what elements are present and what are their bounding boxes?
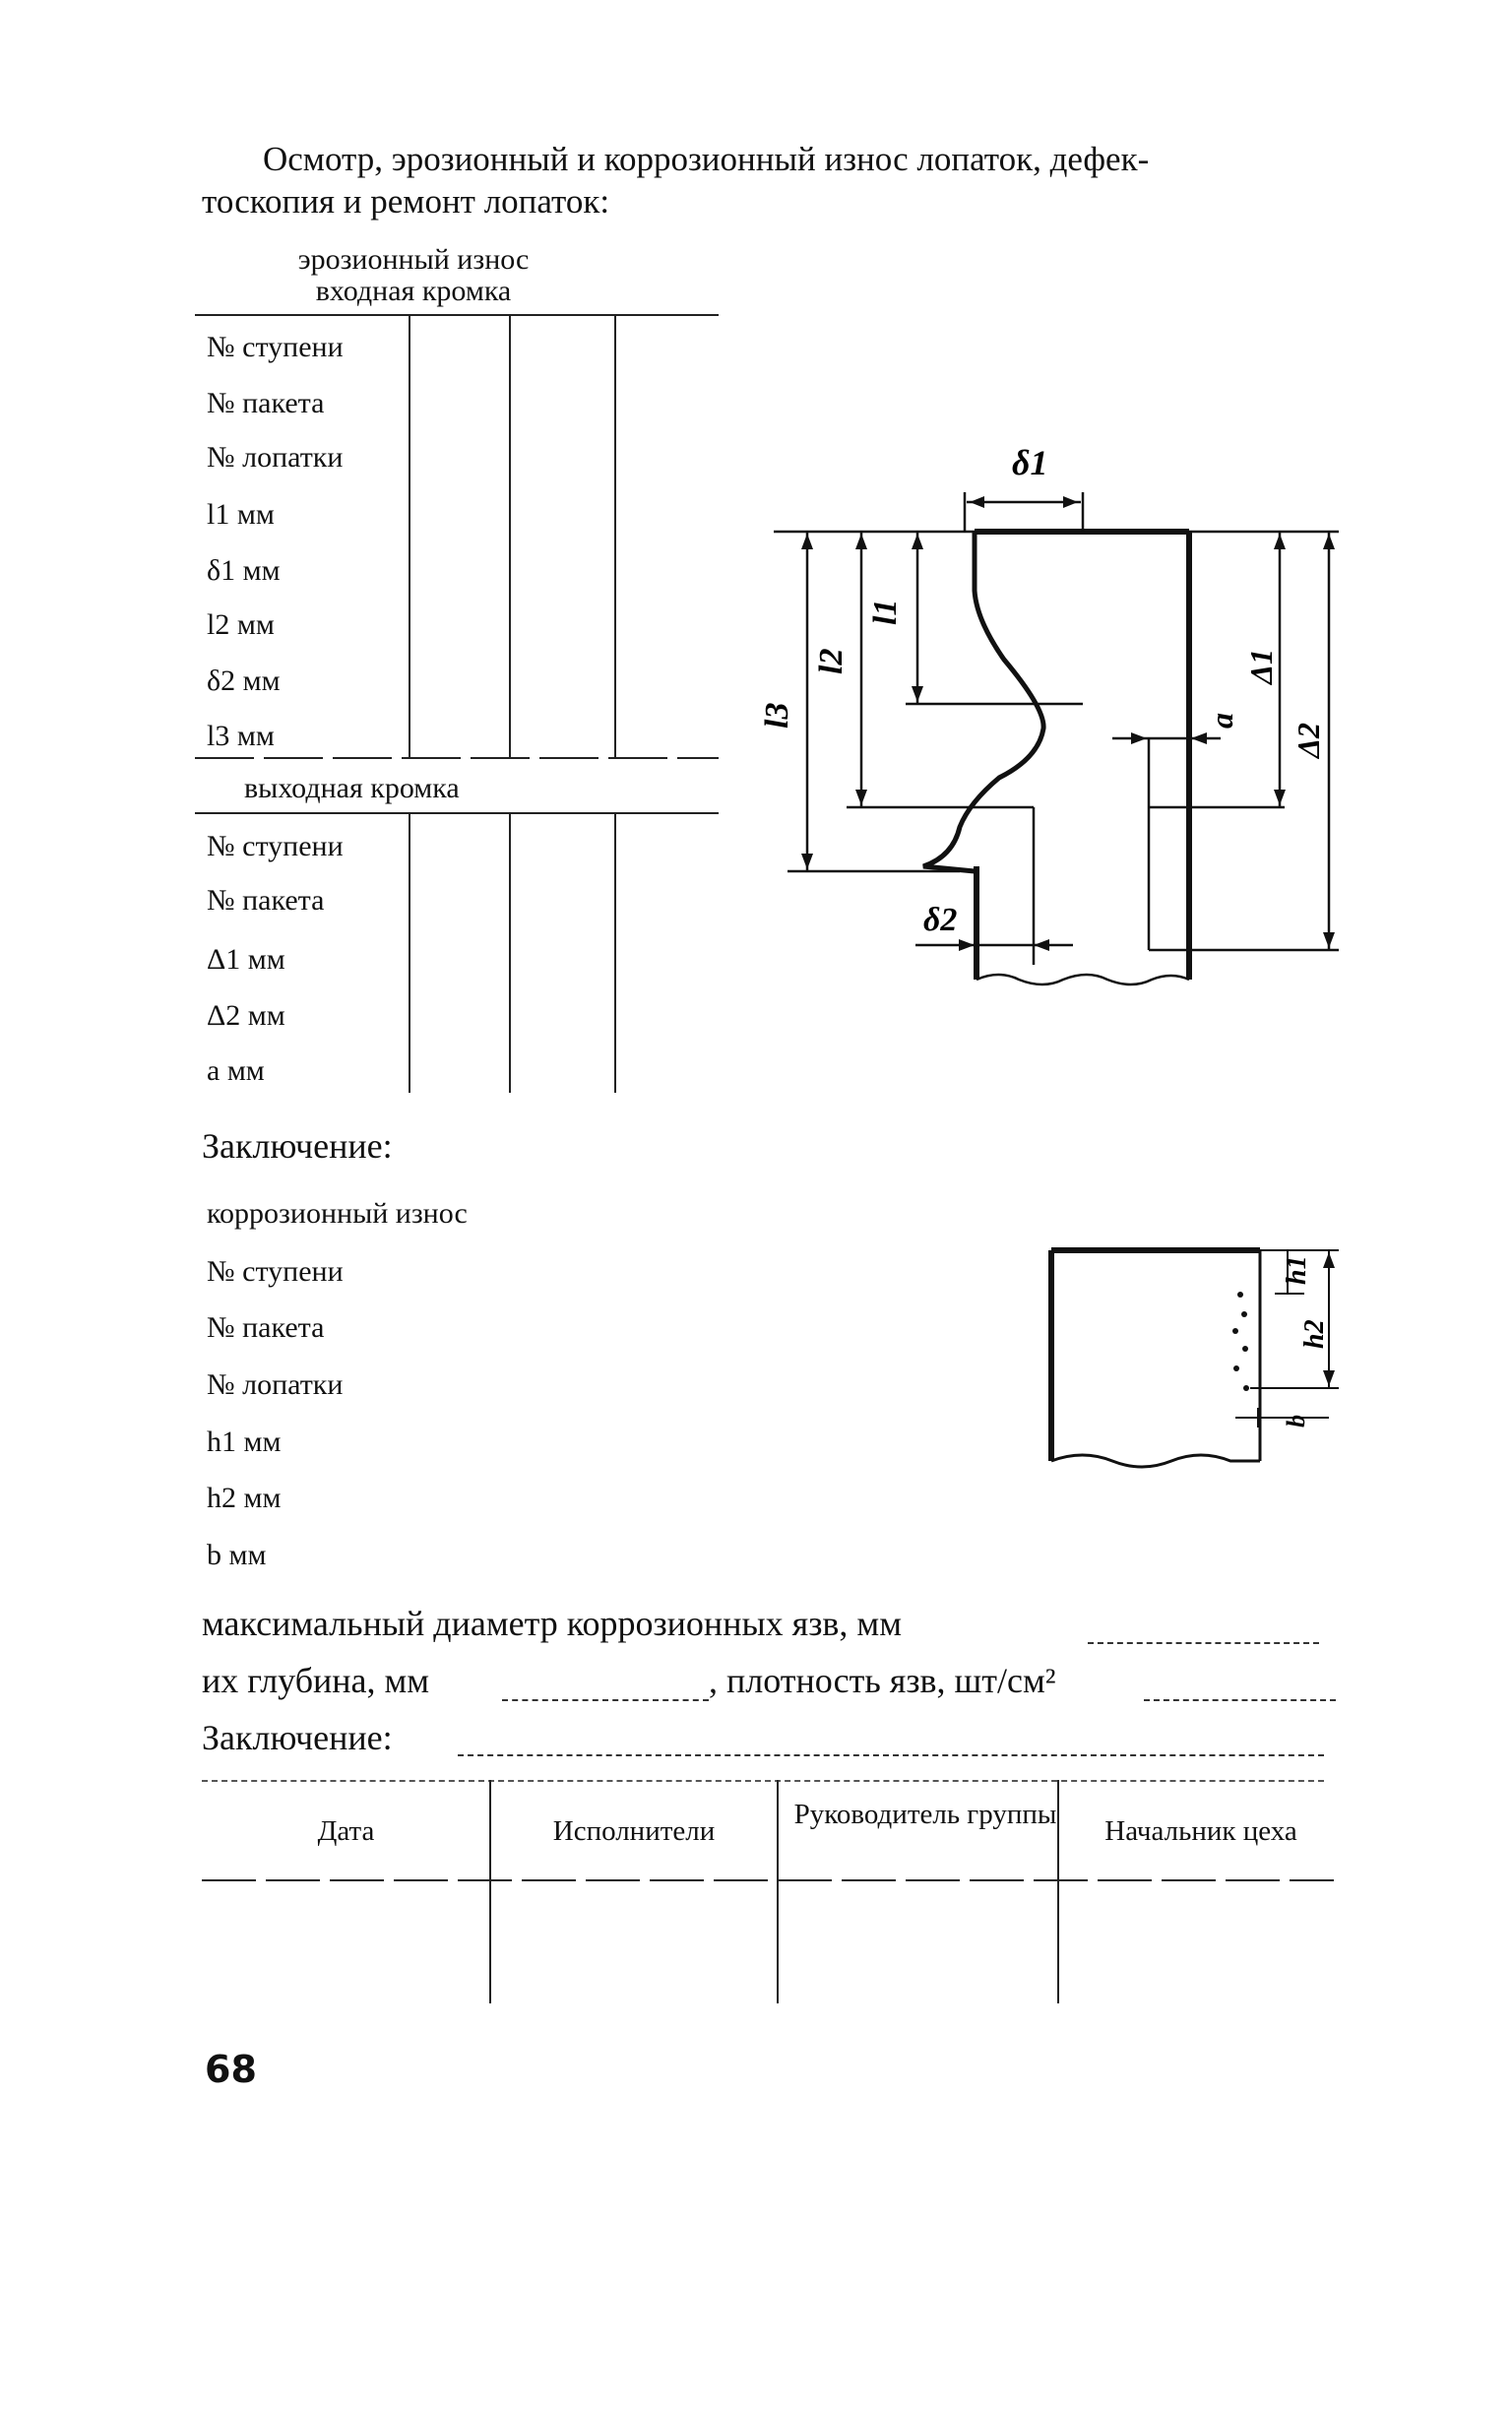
depth-label: их глубина, мм	[202, 1661, 430, 1700]
label-D1: Δ1	[1243, 648, 1279, 684]
inlet-row-l1: l1 мм	[207, 498, 275, 531]
inlet-row-packet: № пакета	[207, 387, 325, 419]
conclusion-blank-1[interactable]	[458, 1754, 1324, 1756]
density-blank[interactable]	[1144, 1699, 1336, 1701]
corrosion-row-b: b мм	[207, 1539, 267, 1571]
outlet-row-stage: № ступени	[207, 830, 344, 862]
conclusion-label-1: Заключение:	[202, 1126, 393, 1166]
inlet-row-delta1: δ1 мм	[207, 554, 281, 587]
erosion-title-line-1: эрозионный износ	[297, 243, 530, 276]
label-delta1: δ1	[1012, 443, 1048, 482]
corrosion-row-h2: h2 мм	[207, 1482, 282, 1514]
max-diameter-line	[202, 1603, 902, 1644]
inlet-row-delta2: δ2 мм	[207, 665, 281, 697]
corrosion-title: коррозионный износ	[207, 1197, 468, 1230]
label-D2: Δ2	[1291, 722, 1326, 758]
max-diameter-blank[interactable]	[1088, 1642, 1319, 1644]
label-b: b	[1282, 1415, 1310, 1427]
corrosion-row-blade: № лопатки	[207, 1368, 344, 1401]
cell-shop-chief[interactable]	[1058, 1885, 1334, 2003]
label-l1: l1	[867, 599, 904, 625]
outlet-row-a: a мм	[207, 1054, 265, 1087]
label-a: a	[1204, 713, 1239, 729]
erosion-title-line-2: входная кромка	[315, 275, 512, 307]
header-group-leader: Руководитель группы	[793, 1799, 1057, 1830]
inlet-row-stage: № ступени	[207, 331, 344, 363]
cell-group-leader[interactable]	[778, 1885, 1058, 2003]
header-executors: Исполнители	[552, 1815, 716, 1847]
max-diameter-label: максимальный диаметр коррозионных язв, мм	[202, 1604, 902, 1643]
intro-line-1: Осмотр, эрозионный и коррозионный износ лопаток, дефек-	[263, 140, 1150, 178]
cell-date[interactable]	[202, 1885, 490, 2003]
outlet-row-packet: № пакета	[207, 884, 325, 917]
depth-line	[202, 1660, 429, 1701]
label-h1: h1	[1282, 1255, 1312, 1285]
inlet-row-blade: № лопатки	[207, 441, 344, 474]
page-number: 68	[205, 2048, 257, 2091]
cell-executors[interactable]	[490, 1885, 778, 2003]
outlet-row-D1: Δ1 мм	[207, 943, 285, 976]
conclusion-label-2: Заключение:	[202, 1718, 393, 1757]
header-date: Дата	[317, 1815, 375, 1847]
density-label: , плотность язв, шт/см²	[709, 1661, 1056, 1700]
erosion-diagram	[748, 433, 1358, 1024]
outlet-title: выходная кромка	[244, 772, 460, 804]
label-l3: l3	[759, 702, 795, 729]
depth-blank[interactable]	[502, 1699, 709, 1701]
label-delta2: δ2	[923, 902, 958, 938]
corrosion-row-packet: № пакета	[207, 1311, 325, 1344]
label-h2: h2	[1299, 1319, 1330, 1349]
header-shop-chief: Начальник цеха	[1104, 1815, 1297, 1847]
corrosion-diagram	[1034, 1231, 1349, 1477]
corrosion-row-h1: h1 мм	[207, 1426, 282, 1458]
corrosion-row-stage: № ступени	[207, 1255, 344, 1288]
outlet-row-D2: Δ2 мм	[207, 999, 285, 1032]
inlet-row-l3: l3 мм	[207, 720, 275, 752]
label-l2: l2	[813, 648, 850, 674]
intro-line-2: тоскопия и ремонт лопаток:	[202, 182, 610, 221]
inlet-row-l2: l2 мм	[207, 608, 275, 641]
